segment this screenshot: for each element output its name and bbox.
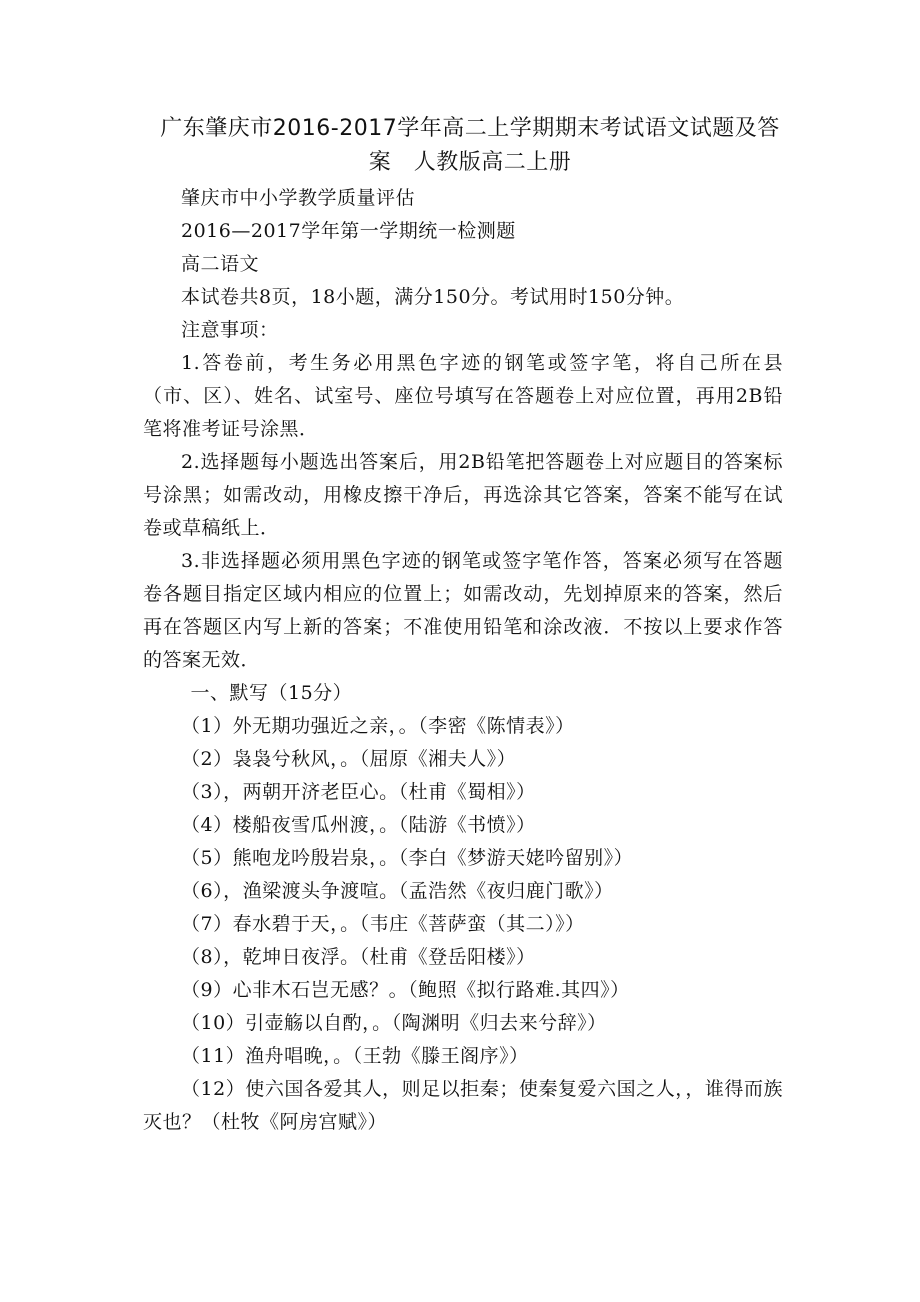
question-3: （3），两朝开济老臣心。（杜甫《蜀相》） [181, 781, 536, 803]
question-1: （1）外无期功强近之亲，。（李密《陈情表》） [181, 715, 575, 737]
notice-item-3: 3.非选择题必须用黑色字迹的钢笔或签字笔作答，答案必须写在答题卷各题目指定区域内相应的位置上；如需改动，先划掉原来的答案，然后再在答题区内写上新的答案；不准使用铅笔和涂改液．不按以上要求作答的答案无效． [143, 550, 783, 671]
question-7: （7）春水碧于天，。（韦庄《菩萨蛮（其二）》） [181, 913, 585, 935]
question-12: （12）使六国各爱其人，则足以拒秦；使秦复爱六国之人，，谁得而族灭也？（杜牧《阿房宫赋》） [143, 1078, 783, 1133]
header-line-subject: 高二语文 [181, 253, 260, 275]
question-9: （9）心非木石岂无感？。（鲍照《拟行路难.其四》） [181, 979, 630, 1001]
question-10: （10）引壶觞以自酌，。（陶渊明《归去来兮辞》） [181, 1012, 607, 1034]
notice-item-1: 1.答卷前，考生务必用黑色字迹的钢笔或签字笔，将自己所在县（市、区）、姓名、试室号、座位号填写在答题卷上对应位置，再用2B铅笔将准考证号涂黑． [143, 352, 783, 440]
document-body [143, 182, 783, 1139]
title-line-2: 案 人教版高二上册 [368, 150, 572, 175]
exam-info: 本试卷共8页，18小题，满分150分。考试用时150分钟。 [181, 286, 685, 308]
question-6: （6），渔梁渡头争渡喧。（孟浩然《夜归鹿门歌》） [181, 880, 614, 902]
document-title [150, 112, 790, 180]
header-line-org: 肇庆市中小学教学质量评估 [181, 187, 416, 209]
notice-item-2: 2.选择题每小题选出答案后，用2B铅笔把答题卷上对应题目的答案标号涂黑；如需改动，用橡皮擦干净后，再选涂其它答案，答案不能写在试卷或草稿纸上． [143, 451, 783, 539]
question-2: （2）袅袅兮秋风，。（屈原《湘夫人》） [181, 748, 517, 770]
title-line-1: 广东肇庆市2016-2017学年高二上学期期末考试语文试题及答 [160, 116, 780, 141]
question-5: （5）熊咆龙吟殷岩泉，。（李白《梦游天姥吟留别》） [181, 847, 634, 869]
notice-heading: 注意事项： [181, 319, 279, 341]
section-heading: 一、默写（15分） [190, 682, 353, 704]
question-11: （11）渔舟唱晚，。（王勃《滕王阁序》） [181, 1045, 529, 1067]
question-8: （8），乾坤日夜浮。（杜甫《登岳阳楼》） [181, 946, 536, 968]
question-4: （4）楼船夜雪瓜州渡，。（陆游《书愤》） [181, 814, 536, 836]
header-line-term: 2016—2017学年第一学期统一检测题 [181, 220, 516, 242]
